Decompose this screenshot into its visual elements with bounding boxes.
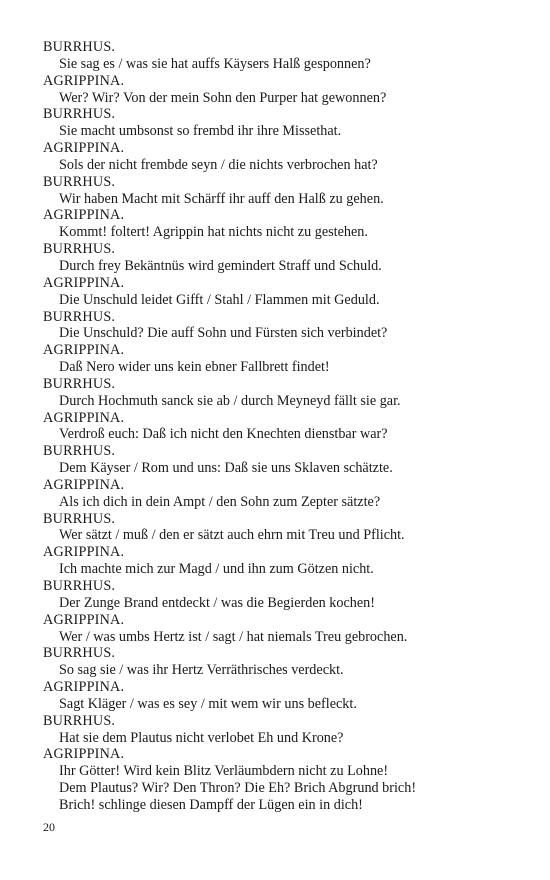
verse-line: Dem Plautus? Wir? Den Thron? Die Eh? Brich Abgrund brich! [59, 780, 417, 797]
verse-line: Hat sie dem Plautus nicht verlobet Eh und Krone? [59, 729, 344, 746]
page-number: 20 [43, 820, 55, 834]
verse-line: Sagt Kläger / was es sey / mit wem wir uns befleckt. [59, 695, 357, 712]
verse-line: Wer sätzt / muß / den er sätzt auch ehrn mit Treu und Pflicht. [59, 527, 405, 544]
verse-line: Die Unschuld leidet Gifft / Stahl / Flammen mit Geduld. [59, 291, 380, 308]
verse-line: Wer? Wir? Von der mein Sohn den Purper hat gewonnen? [59, 89, 387, 106]
speaker-name: AGRIPPINA. [43, 274, 125, 291]
verse-line: Dem Käyser / Rom und uns: Daß sie uns Sklaven schätzte. [59, 460, 393, 477]
speaker-name: BURRHUS. [43, 39, 116, 55]
verse-line: Als ich dich in dein Ampt / den Sohn zum Zepter sätzte? [59, 493, 381, 510]
verse-line: Durch frey Bekäntnüs wird gemindert Straff und Schuld. [59, 257, 382, 274]
verse-line: Ich machte mich zur Magd / und ihn zum Götzen nicht. [59, 561, 374, 578]
speaker-name: AGRIPPINA. [43, 544, 125, 561]
speaker-name: BURRHUS. [43, 106, 116, 123]
speaker-name: BURRHUS. [43, 241, 116, 258]
verse-line: So sag sie / was ihr Hertz Verräthrisches verdeckt. [59, 662, 344, 679]
verse-line: Wir haben Macht mit Schärff ihr auff den Halß zu gehen. [59, 190, 384, 207]
dialogue-text [43, 39, 513, 814]
verse-line: Die Unschuld? Die auff Sohn und Fürsten sich verbindet? [59, 325, 388, 342]
verse-line: Durch Hochmuth sanck sie ab / durch Meyneyd fällt sie gar. [59, 392, 401, 409]
speaker-name: AGRIPPINA. [43, 476, 125, 493]
speaker-name: AGRIPPINA. [43, 611, 125, 628]
verse-line: Daß Nero wider uns kein ebner Fallbrett findet! [59, 359, 330, 376]
verse-line: Verdroß euch: Daß ich nicht den Knechten dienstbar war? [59, 426, 388, 443]
verse-line: Ihr Götter! Wird kein Blitz Verläumbdern nicht zu Lohne! [59, 763, 389, 780]
speaker-name: AGRIPPINA. [43, 140, 125, 157]
speaker-name: BURRHUS. [43, 443, 116, 460]
speaker-name: AGRIPPINA. [43, 72, 125, 89]
speaker-name: AGRIPPINA. [43, 746, 125, 763]
speaker-name: BURRHUS. [43, 712, 116, 729]
verse-line: Sie macht umbsonst so frembd ihr ihre Missethat. [59, 123, 342, 140]
verse-line: Sie sag es / was sie hat auffs Käysers Halß gesponnen? [59, 55, 371, 72]
speaker-name: BURRHUS. [43, 645, 116, 662]
verse-line: Wer / was umbs Hertz ist / sagt / hat niemals Treu gebrochen. [59, 628, 408, 645]
speaker-name: BURRHUS. [43, 510, 116, 527]
verse-line: Kommt! foltert! Agrippin hat nichts nicht zu gestehen. [59, 224, 368, 241]
verse-line: Der Zunge Brand entdeckt / was die Begierden kochen! [59, 594, 375, 611]
speaker-name: AGRIPPINA. [43, 207, 125, 224]
speaker-name: AGRIPPINA. [43, 679, 125, 696]
verse-line: Sols der nicht frembde seyn / die nichts verbrochen hat? [59, 156, 378, 173]
speaker-name: AGRIPPINA. [43, 342, 125, 359]
speaker-name: AGRIPPINA. [43, 409, 125, 426]
verse-line: Brich! schlinge diesen Dampff der Lügen ein in dich! [59, 796, 363, 813]
speaker-name: BURRHUS. [43, 308, 116, 325]
speaker-name: BURRHUS. [43, 173, 116, 190]
speaker-name: BURRHUS. [43, 578, 116, 594]
speaker-name: BURRHUS. [43, 375, 116, 392]
